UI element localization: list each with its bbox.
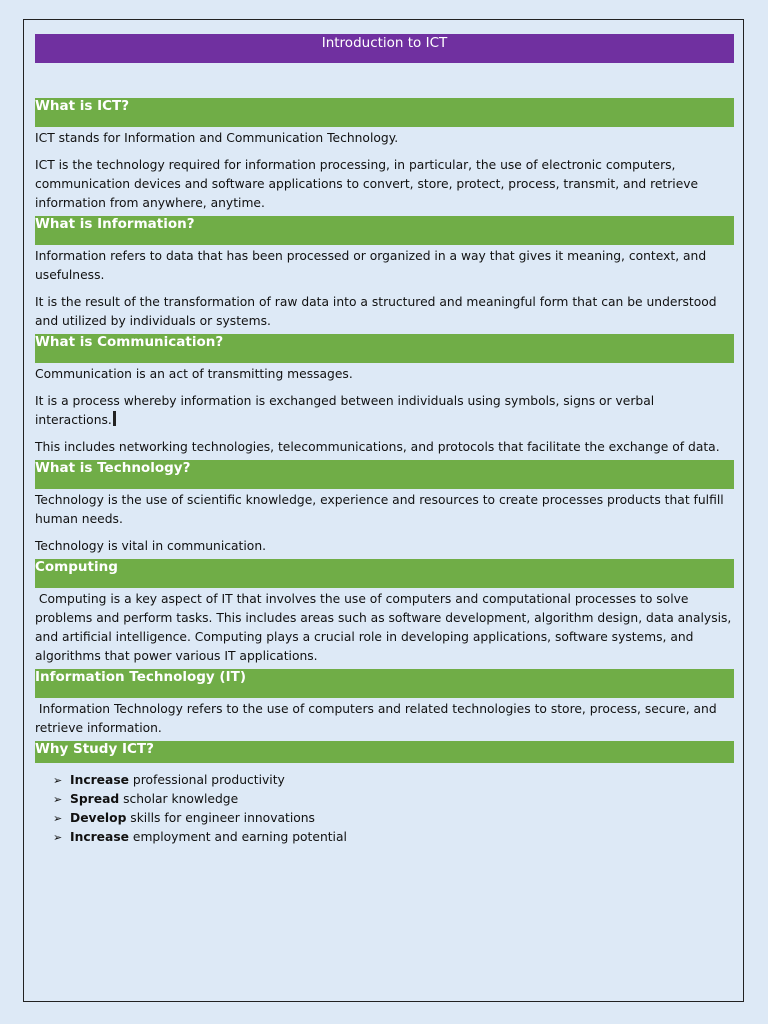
- section-heading-what-is-communication: What is Communication?: [35, 334, 734, 363]
- paragraph: ICT is the technology required for information processing, in particular, the use of electronic computers, communication devices and software applications to convert, store, protect, process, transmit, and retrieve information from anywhere, anytime.: [35, 158, 699, 210]
- document-title: Introduction to ICT: [35, 34, 734, 63]
- paragraph-with-cursor[interactable]: [35, 392, 734, 430]
- list-item: [53, 790, 734, 809]
- arrow-bullet-icon: ➢: [53, 831, 63, 844]
- document-body: [35, 34, 734, 847]
- arrow-bullet-icon: ➢: [53, 793, 63, 806]
- paragraph: Computing is a key aspect of IT that involves the use of computers and computational processes to solve problems and perform tasks. This includes areas such as software development, algorithm design, data analysis, and artificial intelligence. Computing plays a crucial role in developing applications, software systems, and algorithms that power various IT applications.: [35, 592, 736, 663]
- list-item: [53, 828, 734, 847]
- list-item-keyword: Increase: [70, 830, 129, 844]
- list-item-text: scholar knowledge: [119, 792, 239, 806]
- section-heading-what-is-technology: What is Technology?: [35, 460, 734, 489]
- paragraph: This includes networking technologies, telecommunications, and protocols that facilitate the exchange of data.: [35, 440, 720, 454]
- section-heading-information-technology: Information Technology (IT): [35, 669, 734, 698]
- text-cursor: [113, 411, 116, 426]
- list-item: [53, 809, 734, 828]
- section-heading-computing: Computing: [35, 559, 734, 588]
- list-item-keyword: Increase: [70, 773, 129, 787]
- section-heading-why-study-ict: Why Study ICT?: [35, 741, 734, 763]
- paragraph: Technology is vital in communication.: [35, 539, 267, 553]
- list-item: [53, 771, 734, 790]
- paragraph-text: It is a process whereby information is exchanged between individuals using symbols, signs or verbal interactions.: [35, 394, 655, 427]
- list-item-keyword: Spread: [70, 792, 120, 806]
- paragraph: Information refers to data that has been processed or organized in a way that gives it meaning, context, and usefulness.: [35, 249, 707, 282]
- paragraph: ICT stands for Information and Communication Technology.: [35, 131, 399, 145]
- paragraph: Information Technology refers to the use of computers and related technologies to store, process, secure, and retrieve information.: [35, 702, 721, 735]
- section-heading-what-is-ict: What is ICT?: [35, 98, 734, 127]
- paragraph: Communication is an act of transmitting messages.: [35, 367, 353, 381]
- section-heading-what-is-information: What is Information?: [35, 216, 734, 245]
- list-item-text: employment and earning potential: [128, 830, 347, 844]
- paragraph: It is the result of the transformation of raw data into a structured and meaningful form that can be understood and utilized by individuals or systems.: [35, 295, 717, 328]
- list-item-text: skills for engineer innovations: [126, 811, 315, 825]
- reasons-list: [35, 771, 734, 847]
- list-item-text: professional productivity: [128, 773, 285, 787]
- list-item-keyword: Develop: [70, 811, 127, 825]
- arrow-bullet-icon: ➢: [53, 774, 63, 787]
- arrow-bullet-icon: ➢: [53, 812, 63, 825]
- paragraph: Technology is the use of scientific knowledge, experience and resources to create processes products that fulfill human needs.: [35, 493, 724, 526]
